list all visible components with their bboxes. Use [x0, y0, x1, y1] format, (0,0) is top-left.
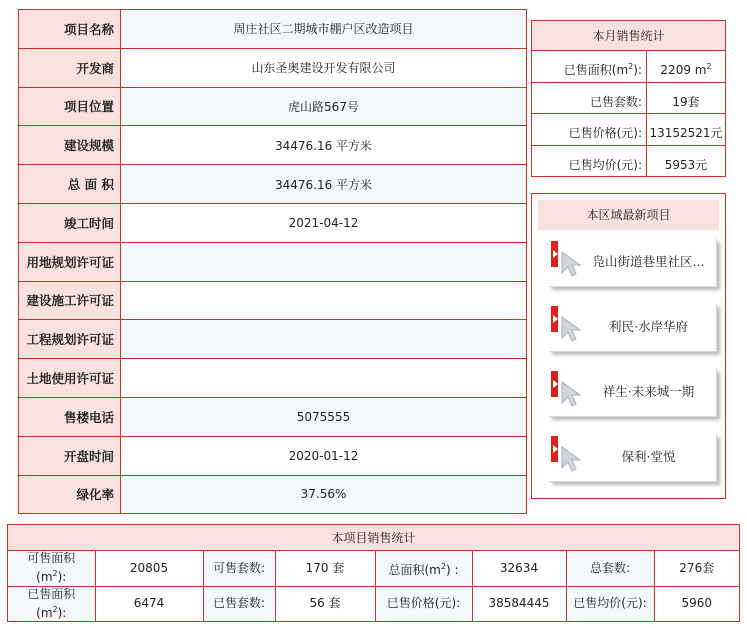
red-tab-icon: [551, 436, 558, 462]
info-label: 售楼电话: [19, 397, 121, 436]
info-value: 5075555: [121, 397, 527, 436]
project-info-table: [18, 9, 527, 514]
stat-label: 已售套数:: [203, 586, 275, 621]
stat-value: 56 套: [275, 586, 375, 621]
project-sales-row-sold: [8, 586, 739, 621]
info-value: 2020-01-12: [121, 436, 527, 475]
stat-value: 20805: [95, 551, 203, 586]
info-label: 项目名称: [19, 10, 121, 49]
stat-label: 可售面积 $(m^2)$:: [8, 551, 95, 586]
stat-label: 总面积$(m^2)$ :: [375, 551, 472, 586]
area-project-name: 祥生·未来城一期: [602, 384, 695, 399]
stat-value: 276套: [654, 551, 739, 586]
info-value: [121, 359, 527, 398]
stat-label: 可售套数:: [203, 551, 275, 586]
info-row: [19, 475, 527, 514]
stat-label: 总套数:: [566, 551, 654, 586]
info-value: 2021-04-12: [121, 203, 527, 242]
info-row: [19, 126, 527, 165]
info-label: 竣工时间: [19, 203, 121, 242]
info-label: 开发商: [19, 48, 121, 87]
red-tab-icon: [551, 371, 558, 397]
monthly-sales-panel: [531, 20, 726, 177]
area-project-name: 保利·堂悦: [621, 449, 676, 464]
stat-label: 已售面积 $(m^2)$:: [8, 586, 95, 621]
area-project-link[interactable]: [549, 434, 717, 482]
monthly-sales-label: 已售价格(元):: [532, 114, 647, 145]
info-value: 虎山路567号: [121, 87, 527, 126]
project-sales-panel: [7, 524, 740, 622]
info-label: 工程规划许可证: [19, 320, 121, 359]
info-label: 总 面 积: [19, 165, 121, 204]
monthly-sales-title: 本月销售统计: [532, 21, 725, 51]
info-value: 34476.16 平方米: [121, 126, 527, 165]
project-sales-title: 本项目销售统计: [8, 525, 739, 551]
project-sales-table: [8, 551, 739, 621]
monthly-sales-label: 已售均价(元):: [532, 146, 647, 178]
stat-label: 已售均价(元):: [566, 586, 654, 621]
info-value: [121, 281, 527, 320]
info-label: 项目位置: [19, 87, 121, 126]
info-value: 34476.16 平方米: [121, 165, 527, 204]
info-row: [19, 320, 527, 359]
info-row: [19, 242, 527, 281]
monthly-sales-value: 13152521元: [649, 126, 723, 140]
monthly-sales-label: 已售套数:: [532, 83, 647, 114]
area-project-name: 利民·水岸华府: [609, 319, 688, 334]
monthly-sales-value: 5953元: [664, 157, 708, 172]
info-row: [19, 281, 527, 320]
monthly-sales-value: 19套: [672, 94, 700, 109]
area-latest-projects-panel: [531, 193, 726, 499]
cursor-arrow-icon: [559, 444, 585, 474]
red-tab-icon: [551, 241, 558, 267]
info-label: 建设施工许可证: [19, 281, 121, 320]
area-project-name: 凫山街道巷里社区...: [592, 254, 705, 269]
stat-value: 170 套: [275, 551, 375, 586]
stat-value: 32634: [472, 551, 566, 586]
info-value: [121, 242, 527, 281]
info-value: 周庄社区二期城市棚户区改造项目: [121, 10, 527, 49]
area-project-link[interactable]: [549, 304, 717, 352]
monthly-sales-value: 2209 $m^2$: [660, 62, 712, 77]
red-tab-icon: [551, 306, 558, 332]
area-project-link[interactable]: [549, 369, 717, 417]
info-value: 山东圣奥建设开发有限公司: [121, 48, 527, 87]
info-row: [19, 436, 527, 475]
monthly-sales-row: [532, 146, 725, 178]
stat-label: 已售价格(元):: [375, 586, 472, 621]
monthly-sales-row: [532, 114, 725, 146]
info-label: 开盘时间: [19, 436, 121, 475]
info-row: [19, 165, 527, 204]
cursor-arrow-icon: [559, 314, 585, 344]
stat-value: 6474: [95, 586, 203, 621]
info-label: 绿化率: [19, 475, 121, 514]
area-project-link[interactable]: [549, 239, 717, 287]
stat-value: 38584445: [472, 586, 566, 621]
monthly-sales-row: [532, 83, 725, 115]
monthly-sales-row: [532, 51, 725, 83]
info-value: [121, 320, 527, 359]
info-label: 建设规模: [19, 126, 121, 165]
info-row: [19, 48, 527, 87]
info-row: [19, 397, 527, 436]
project-sales-row-available: [8, 551, 739, 586]
info-row: [19, 359, 527, 398]
area-latest-title: 本区域最新项目: [538, 200, 719, 230]
info-row: [19, 203, 527, 242]
info-label: 用地规划许可证: [19, 242, 121, 281]
info-row: [19, 10, 527, 49]
info-label: 土地使用许可证: [19, 359, 121, 398]
info-row: [19, 87, 527, 126]
cursor-arrow-icon: [559, 379, 585, 409]
stat-value: 5960: [681, 596, 713, 611]
info-value: 37.56%: [121, 475, 527, 514]
cursor-arrow-icon: [559, 249, 585, 279]
monthly-sales-label: 已售面积$(m^2)$:: [532, 51, 647, 82]
